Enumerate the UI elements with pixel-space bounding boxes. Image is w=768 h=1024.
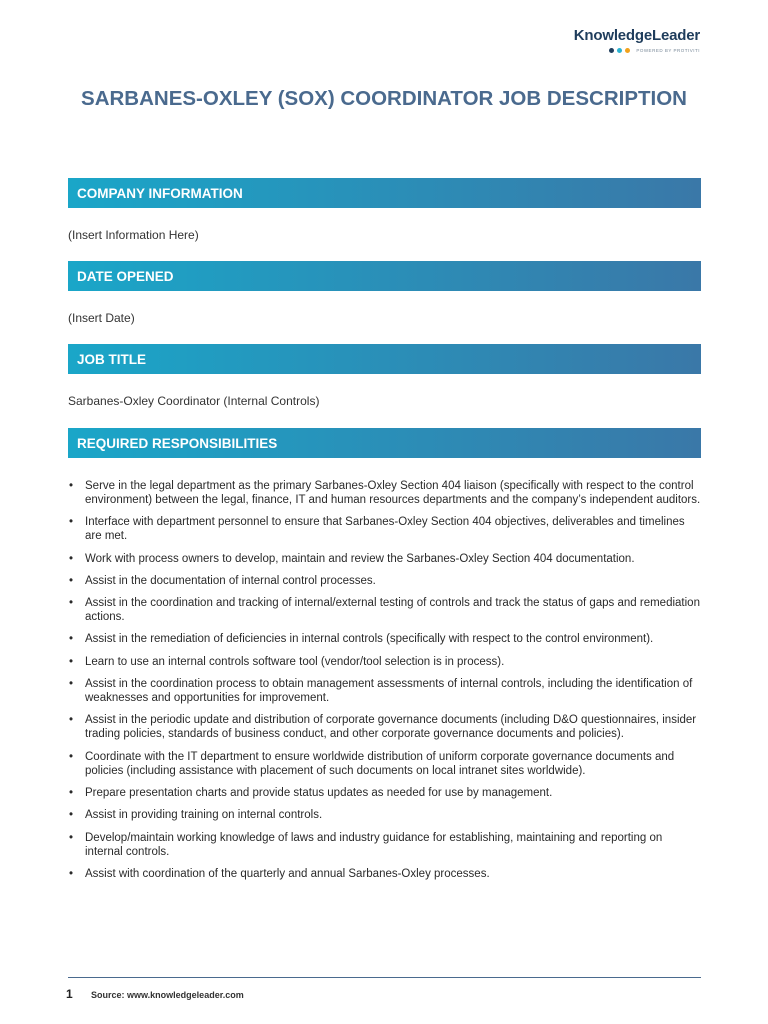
date-opened-text: (Insert Date)	[68, 311, 135, 325]
footer-divider	[68, 977, 701, 978]
list-item: • Assist in providing training on internal controls.	[68, 808, 703, 822]
section-header-date-opened	[68, 261, 701, 291]
list-item: • Assist with coordination of the quarterly and annual Sarbanes-Oxley processes.	[68, 867, 703, 881]
knowledgeleader-logo	[574, 27, 700, 53]
section-heading: JOB TITLE	[77, 351, 147, 367]
list-item: • Assist in the remediation of deficiencies in internal controls (specifically with respect to the control environment).	[68, 632, 703, 646]
list-item: • Serve in the legal department as the primary Sarbanes-Oxley Section 404 liaison (specifically with respect to the control environment) between the legal, finance, IT and human resources departments and the company’s independent auditors.	[68, 479, 703, 507]
list-item: • Develop/maintain working knowledge of laws and industry guidance for establishing, maintaining and reporting on internal controls.	[68, 831, 703, 859]
logo-dot-3	[625, 48, 630, 53]
logo-tagline-row	[574, 48, 700, 53]
section-heading: COMPANY INFORMATION	[77, 185, 243, 201]
page-number: 1	[66, 987, 73, 1001]
logo-brand: KnowledgeLeader	[573, 27, 700, 44]
list-item: • Interface with department personnel to ensure that Sarbanes-Oxley Section 404 objectives, deliverables and timelines are met.	[68, 515, 703, 543]
list-item: • Assist in the periodic update and distribution of corporate governance documents (including D&O questionnaires, insider trading policies, standards of business conduct, and other corporate governance documents and policies).	[68, 713, 703, 741]
responsibilities-list	[68, 479, 703, 889]
logo-dot-1	[609, 48, 614, 53]
list-item: • Prepare presentation charts and provide status updates as needed for use by management.	[68, 786, 703, 800]
list-item: • Assist in the coordination process to obtain management assessments of internal controls, including the identification of weaknesses and opportunities for improvement.	[68, 677, 703, 705]
section-heading: REQUIRED RESPONSIBILITIES	[77, 435, 278, 451]
section-header-company-information	[68, 178, 701, 208]
page-title: SARBANES-OXLEY (SOX) COORDINATOR JOB DESCRIPTION	[81, 87, 687, 110]
list-item: • Coordinate with the IT department to ensure worldwide distribution of uniform corporate governance documents and policies (including assistance with placement of such documents on local intranet sites worldwide).	[68, 750, 703, 778]
list-item: • Work with process owners to develop, maintain and review the Sarbanes-Oxley Section 404 documentation.	[68, 552, 703, 566]
job-title-text: Sarbanes-Oxley Coordinator (Internal Controls)	[68, 394, 320, 408]
section-header-job-title	[68, 344, 701, 374]
section-header-required-responsibilities	[68, 428, 701, 458]
footer-source: Source: www.knowledgeleader.com	[91, 990, 244, 1000]
logo-tagline: POWERED BY PROTIVITI	[636, 48, 700, 53]
list-item: • Learn to use an internal controls software tool (vendor/tool selection is in process).	[68, 655, 703, 669]
company-information-text: (Insert Information Here)	[68, 228, 199, 242]
logo-dot-2	[617, 48, 622, 53]
list-item: • Assist in the documentation of internal control processes.	[68, 574, 703, 588]
list-item: • Assist in the coordination and tracking of internal/external testing of controls and track the status of gaps and remediation actions.	[68, 596, 703, 624]
section-heading: DATE OPENED	[77, 268, 174, 284]
